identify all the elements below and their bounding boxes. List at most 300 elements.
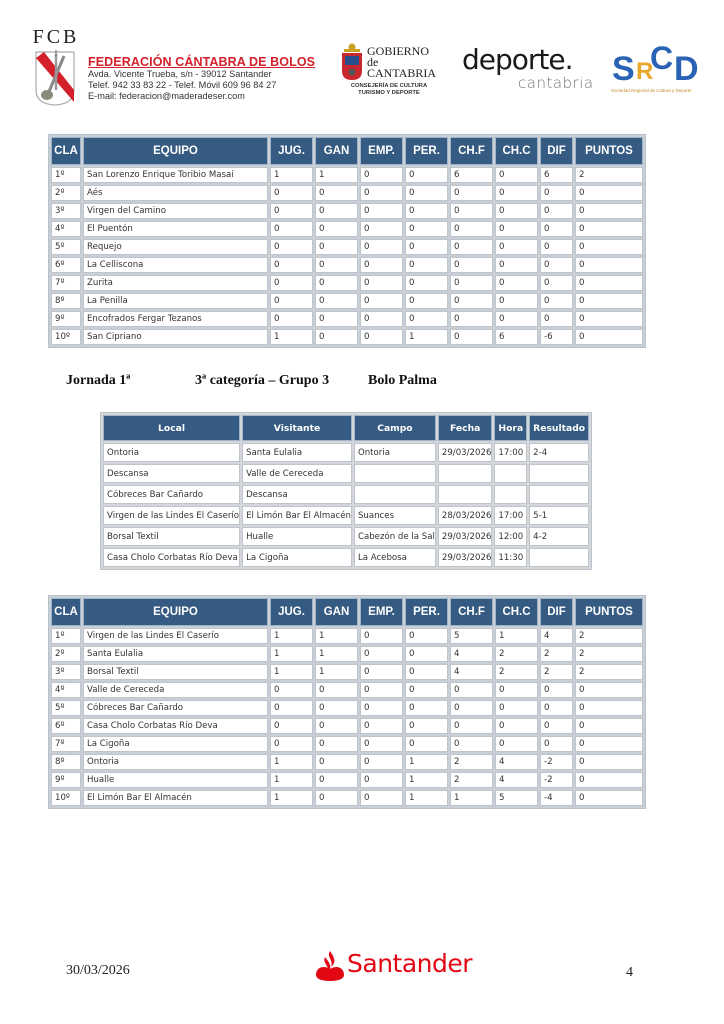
column-header-ch-f: CH.F (450, 137, 493, 165)
cell-won: 1 (315, 664, 358, 680)
cell-ch-for: 0 (450, 718, 493, 734)
table-row (51, 790, 643, 806)
cell-time: 12:00 (494, 527, 527, 546)
cell-lost: 0 (405, 718, 448, 734)
cell-played: 0 (270, 311, 313, 327)
srcd-letter-d: D (674, 50, 699, 88)
table-row (51, 736, 643, 752)
cell-venue: La Acebosa (354, 548, 436, 567)
cell-team: Casa Cholo Corbatas Río Deva (83, 718, 268, 734)
santander-wordmark: Santander (347, 949, 473, 978)
column-header-dif: DIF (540, 137, 573, 165)
column-header-resultado: Resultado (529, 415, 589, 441)
column-header-gan: GAN (315, 598, 358, 626)
cell-won: 0 (315, 718, 358, 734)
federation-phones: Telef. 942 33 83 22 - Telef. Móvil 609 96 84 27 (88, 80, 277, 90)
cell-diff: 0 (540, 311, 573, 327)
cell-time (494, 485, 527, 504)
cell-ch-against: 0 (495, 682, 538, 698)
standings-header-row (51, 137, 643, 165)
cantabria-coat-of-arms-icon (341, 43, 363, 81)
cell-points: 0 (575, 718, 643, 734)
cell-ch-against: 5 (495, 790, 538, 806)
cell-venue (354, 464, 436, 483)
cell-played: 0 (270, 718, 313, 734)
gobierno-consejeria (337, 83, 441, 96)
cell-played: 0 (270, 221, 313, 237)
cell-drawn: 0 (360, 185, 403, 201)
cell-drawn: 0 (360, 311, 403, 327)
cell-team: La Celliscona (83, 257, 268, 273)
cell-rank: 5º (51, 700, 81, 716)
cell-result (529, 464, 589, 483)
gobierno-text (367, 46, 436, 79)
cell-points: 0 (575, 203, 643, 219)
cell-lost: 0 (405, 185, 448, 201)
cell-won: 0 (315, 736, 358, 752)
cell-rank: 4º (51, 682, 81, 698)
table-row (51, 646, 643, 662)
cell-rank: 9º (51, 311, 81, 327)
cell-date (438, 464, 493, 483)
table-row (51, 664, 643, 680)
cell-ch-against: 2 (495, 664, 538, 680)
cell-home: Casa Cholo Corbatas Río Deva (103, 548, 240, 567)
cell-rank: 1º (51, 628, 81, 644)
cell-points: 0 (575, 329, 643, 345)
jornada-label: Jornada 1ª (66, 373, 131, 388)
column-header-ch-c: CH.C (495, 598, 538, 626)
cell-result: 2-4 (529, 443, 589, 462)
page-header (0, 0, 724, 120)
cell-diff: 0 (540, 257, 573, 273)
cell-won: 0 (315, 257, 358, 273)
cell-won: 0 (315, 311, 358, 327)
cell-ch-against: 0 (495, 221, 538, 237)
cell-diff: -6 (540, 329, 573, 345)
column-header-gan: GAN (315, 137, 358, 165)
cell-ch-for: 0 (450, 257, 493, 273)
cell-ch-for: 5 (450, 628, 493, 644)
cell-played: 1 (270, 790, 313, 806)
cell-away: Valle de Cereceda (242, 464, 352, 483)
cell-rank: 1º (51, 167, 81, 183)
cell-ch-for: 1 (450, 790, 493, 806)
modality-label: Bolo Palma (368, 373, 437, 388)
cell-team: Virgen del Camino (83, 203, 268, 219)
cell-points: 0 (575, 772, 643, 788)
cell-rank: 10º (51, 790, 81, 806)
cell-rank: 5º (51, 239, 81, 255)
table-row (51, 772, 643, 788)
cell-away: Hualle (242, 527, 352, 546)
column-header-equipo: EQUIPO (83, 598, 268, 626)
cell-diff: 0 (540, 700, 573, 716)
cell-played: 0 (270, 275, 313, 291)
cell-ch-for: 0 (450, 329, 493, 345)
cell-points: 2 (575, 628, 643, 644)
federation-email: E-mail: federacion@maderadeser.com (88, 91, 245, 101)
cell-ch-for: 0 (450, 293, 493, 309)
cell-drawn: 0 (360, 700, 403, 716)
deporte-wordmark: deporte. (462, 43, 573, 76)
federation-name: FEDERACIÓN CÁNTABRA DE BOLOS (88, 55, 316, 69)
cell-played: 1 (270, 772, 313, 788)
cell-team: La Penilla (83, 293, 268, 309)
cell-ch-for: 0 (450, 700, 493, 716)
deporte-cantabria-logo (462, 43, 594, 96)
gobierno-sub1: CONSEJERÍA DE CULTURA (350, 83, 428, 89)
cell-won: 0 (315, 221, 358, 237)
cell-date: 29/03/2026 (438, 548, 493, 567)
cell-lost: 0 (405, 646, 448, 662)
cell-result (529, 485, 589, 504)
cell-team: El Limón Bar El Almacén (83, 790, 268, 806)
cell-points: 0 (575, 736, 643, 752)
cell-diff: 0 (540, 718, 573, 734)
table-row (51, 628, 643, 644)
table-row (51, 203, 643, 219)
cell-date: 28/03/2026 (438, 506, 493, 525)
column-header-hora: Hora (494, 415, 527, 441)
gobierno-cantabria-logo (337, 43, 447, 101)
cell-drawn: 0 (360, 736, 403, 752)
cell-lost: 0 (405, 311, 448, 327)
cell-diff: 2 (540, 646, 573, 662)
cell-ch-for: 2 (450, 772, 493, 788)
cell-rank: 4º (51, 221, 81, 237)
cell-home: Cóbreces Bar Cañardo (103, 485, 240, 504)
cell-team: Santa Eulalia (83, 646, 268, 662)
cell-lost: 0 (405, 664, 448, 680)
cell-ch-against: 2 (495, 646, 538, 662)
cell-won: 0 (315, 275, 358, 291)
cell-points: 0 (575, 293, 643, 309)
cell-rank: 8º (51, 754, 81, 770)
cell-ch-for: 2 (450, 754, 493, 770)
cell-ch-against: 0 (495, 275, 538, 291)
cell-played: 1 (270, 664, 313, 680)
cell-lost: 0 (405, 257, 448, 273)
cell-played: 1 (270, 646, 313, 662)
column-header-cla: CLA (51, 598, 81, 626)
gobierno-line3: CANTABRIA (367, 66, 437, 80)
cell-played: 1 (270, 167, 313, 183)
table-row (103, 506, 589, 525)
cell-ch-against: 0 (495, 700, 538, 716)
cell-rank: 8º (51, 293, 81, 309)
cell-away: Descansa (242, 485, 352, 504)
cell-won: 0 (315, 293, 358, 309)
cell-ch-against: 4 (495, 772, 538, 788)
cell-points: 0 (575, 682, 643, 698)
cell-ch-against: 0 (495, 718, 538, 734)
table-row (51, 329, 643, 345)
table-row (103, 527, 589, 546)
federation-address: Avda. Vicente Trueba, s/n - 39012 Santander (88, 69, 272, 79)
cell-points: 2 (575, 664, 643, 680)
cell-result (529, 548, 589, 567)
cell-rank: 2º (51, 185, 81, 201)
table-row (51, 221, 643, 237)
cell-lost: 0 (405, 239, 448, 255)
fcb-shield-icon (34, 50, 76, 106)
cell-result: 4-2 (529, 527, 589, 546)
cell-played: 0 (270, 700, 313, 716)
cell-team: Ontoria (83, 754, 268, 770)
column-header-campo: Campo (354, 415, 436, 441)
cell-won: 0 (315, 754, 358, 770)
jornada-title-line (66, 373, 666, 391)
category-label: 3ª categoría – Grupo 3 (195, 373, 330, 388)
cell-ch-for: 0 (450, 203, 493, 219)
cell-team: La Cigoña (83, 736, 268, 752)
cell-team: San Lorenzo Enrique Toribio Masai (83, 167, 268, 183)
cell-diff: 0 (540, 221, 573, 237)
column-header-visitante: Visitante (242, 415, 352, 441)
cell-diff: -4 (540, 790, 573, 806)
cell-points: 2 (575, 167, 643, 183)
cell-played: 1 (270, 628, 313, 644)
cell-ch-for: 4 (450, 646, 493, 662)
cell-team: Encofrados Fergar Tezanos (83, 311, 268, 327)
cell-team: Aés (83, 185, 268, 201)
cell-ch-for: 4 (450, 664, 493, 680)
cell-won: 0 (315, 790, 358, 806)
cell-points: 0 (575, 221, 643, 237)
cell-won: 0 (315, 239, 358, 255)
fcb-logo (26, 26, 86, 108)
cell-diff: 0 (540, 239, 573, 255)
cell-ch-against: 0 (495, 167, 538, 183)
cell-points: 0 (575, 311, 643, 327)
cell-won: 0 (315, 329, 358, 345)
cell-drawn: 0 (360, 718, 403, 734)
cell-team: Hualle (83, 772, 268, 788)
table-row (51, 185, 643, 201)
cell-rank: 3º (51, 664, 81, 680)
cell-drawn: 0 (360, 754, 403, 770)
cell-rank: 6º (51, 257, 81, 273)
cell-played: 1 (270, 754, 313, 770)
cell-ch-for: 6 (450, 167, 493, 183)
fcb-letters: FCB (32, 26, 80, 48)
table-row (51, 167, 643, 183)
cell-lost: 0 (405, 700, 448, 716)
cell-team: Requejo (83, 239, 268, 255)
column-header-emp: EMP. (360, 137, 403, 165)
cell-lost: 0 (405, 628, 448, 644)
column-header-per: PER. (405, 598, 448, 626)
cell-played: 0 (270, 185, 313, 201)
cell-lost: 0 (405, 167, 448, 183)
cell-drawn: 0 (360, 275, 403, 291)
cell-ch-against: 0 (495, 293, 538, 309)
cell-drawn: 0 (360, 628, 403, 644)
cell-won: 1 (315, 646, 358, 662)
cell-lost: 0 (405, 682, 448, 698)
cell-ch-against: 4 (495, 754, 538, 770)
cell-ch-against: 0 (495, 311, 538, 327)
cell-diff: 6 (540, 167, 573, 183)
srcd-letter-s: S (612, 50, 635, 88)
cell-points: 0 (575, 239, 643, 255)
cell-ch-against: 1 (495, 628, 538, 644)
cell-diff: -2 (540, 754, 573, 770)
standings-header-row (51, 598, 643, 626)
cell-drawn: 0 (360, 646, 403, 662)
cell-drawn: 0 (360, 682, 403, 698)
cell-lost: 0 (405, 221, 448, 237)
cell-ch-against: 0 (495, 203, 538, 219)
footer-date: 30/03/2026 (66, 963, 130, 978)
cell-played: 0 (270, 293, 313, 309)
column-header-jug: JUG. (270, 137, 313, 165)
cell-played: 0 (270, 736, 313, 752)
cell-diff: 2 (540, 664, 573, 680)
cell-points: 2 (575, 646, 643, 662)
table-row (51, 718, 643, 734)
cell-team: Borsal Textil (83, 664, 268, 680)
cell-drawn: 0 (360, 329, 403, 345)
cell-ch-for: 0 (450, 185, 493, 201)
gobierno-line2: de (367, 55, 379, 69)
cell-played: 0 (270, 203, 313, 219)
table-row (103, 443, 589, 462)
matches-header-row (103, 415, 589, 441)
cell-drawn: 0 (360, 203, 403, 219)
cell-points: 0 (575, 257, 643, 273)
cell-venue (354, 485, 436, 504)
cell-rank: 10º (51, 329, 81, 345)
cell-venue: Cabezón de la Sal (354, 527, 436, 546)
cell-played: 1 (270, 329, 313, 345)
cell-home: Descansa (103, 464, 240, 483)
standings-table-previous-group (48, 134, 646, 348)
column-header-cla: CLA (51, 137, 81, 165)
srcd-logo (606, 42, 712, 98)
cell-team: Virgen de las Lindes El Caserío (83, 628, 268, 644)
cell-team: Valle de Cereceda (83, 682, 268, 698)
cell-date (438, 485, 493, 504)
cell-drawn: 0 (360, 772, 403, 788)
cell-time: 17:00 (494, 506, 527, 525)
standings-table-grupo-3 (48, 595, 646, 809)
cell-points: 0 (575, 275, 643, 291)
cell-lost: 0 (405, 293, 448, 309)
cell-away: El Limón Bar El Almacén (242, 506, 352, 525)
cell-won: 0 (315, 203, 358, 219)
cell-diff: -2 (540, 772, 573, 788)
cell-diff: 0 (540, 293, 573, 309)
cell-drawn: 0 (360, 790, 403, 806)
cell-team: Zurita (83, 275, 268, 291)
cell-rank: 7º (51, 736, 81, 752)
cell-lost: 1 (405, 754, 448, 770)
cell-ch-against: 0 (495, 239, 538, 255)
table-row (51, 275, 643, 291)
column-header-local: Local (103, 415, 240, 441)
cell-lost: 1 (405, 790, 448, 806)
cell-away: La Cigoña (242, 548, 352, 567)
cell-lost: 0 (405, 275, 448, 291)
cell-ch-for: 0 (450, 736, 493, 752)
cell-venue: Suances (354, 506, 436, 525)
cell-time: 11:30 (494, 548, 527, 567)
cell-points: 0 (575, 790, 643, 806)
cell-ch-for: 0 (450, 239, 493, 255)
table-row (51, 754, 643, 770)
table-row (51, 682, 643, 698)
cell-away: Santa Eulalia (242, 443, 352, 462)
cell-home: Virgen de las Lindes El Caserío (103, 506, 240, 525)
cell-rank: 6º (51, 718, 81, 734)
cell-drawn: 0 (360, 239, 403, 255)
cell-lost: 1 (405, 772, 448, 788)
cell-team: El Puentón (83, 221, 268, 237)
cell-ch-against: 0 (495, 185, 538, 201)
cell-ch-for: 0 (450, 275, 493, 291)
cell-lost: 0 (405, 203, 448, 219)
cell-date: 29/03/2026 (438, 527, 493, 546)
cell-won: 0 (315, 700, 358, 716)
cell-rank: 3º (51, 203, 81, 219)
cell-won: 1 (315, 167, 358, 183)
cell-ch-for: 0 (450, 221, 493, 237)
cell-rank: 7º (51, 275, 81, 291)
column-header-emp: EMP. (360, 598, 403, 626)
srcd-letter-c: C (650, 40, 674, 76)
cell-played: 0 (270, 239, 313, 255)
cell-rank: 9º (51, 772, 81, 788)
cell-ch-against: 0 (495, 736, 538, 752)
gobierno-sub2: TURISMO Y DEPORTE (358, 89, 420, 96)
column-header-puntos: PUNTOS (575, 598, 643, 626)
column-header-dif: DIF (540, 598, 573, 626)
cell-rank: 2º (51, 646, 81, 662)
cell-diff: 0 (540, 203, 573, 219)
column-header-fecha: Fecha (438, 415, 493, 441)
cell-venue: Ontoria (354, 443, 436, 462)
cell-diff: 4 (540, 628, 573, 644)
cell-date: 29/03/2026 (438, 443, 493, 462)
cell-drawn: 0 (360, 221, 403, 237)
cell-won: 1 (315, 628, 358, 644)
cell-ch-against: 6 (495, 329, 538, 345)
cell-won: 0 (315, 682, 358, 698)
cell-played: 0 (270, 257, 313, 273)
cell-played: 0 (270, 682, 313, 698)
gobierno-line1: GOBIERNO (367, 44, 429, 58)
table-row (103, 548, 589, 567)
cell-points: 0 (575, 700, 643, 716)
cell-lost: 1 (405, 329, 448, 345)
cell-time: 17:00 (494, 443, 527, 462)
cell-drawn: 0 (360, 293, 403, 309)
cell-time (494, 464, 527, 483)
column-header-ch-c: CH.C (495, 137, 538, 165)
cell-team: San Cipriano (83, 329, 268, 345)
cell-diff: 0 (540, 736, 573, 752)
cell-diff: 0 (540, 185, 573, 201)
matches-table (100, 412, 592, 570)
table-row (103, 485, 589, 504)
column-header-per: PER. (405, 137, 448, 165)
cell-won: 0 (315, 185, 358, 201)
column-header-equipo: EQUIPO (83, 137, 268, 165)
srcd-subtitle: Sociedad Regional de Cultura y Deporte (611, 88, 692, 93)
cell-drawn: 0 (360, 257, 403, 273)
